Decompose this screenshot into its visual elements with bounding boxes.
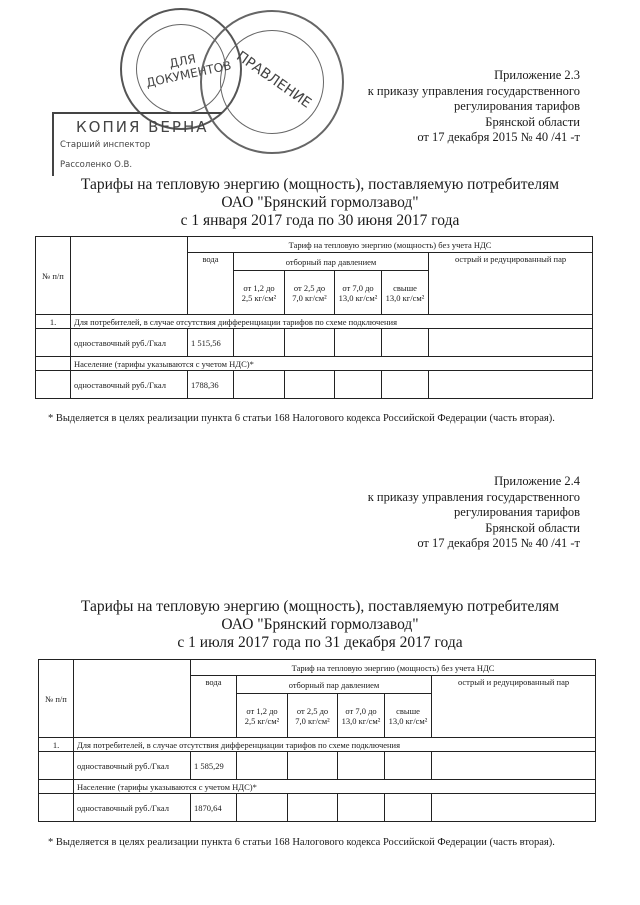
- header-blank: [71, 237, 188, 315]
- header-num: № п/п: [36, 237, 71, 315]
- header-sharp: острый и редуцированный пар: [429, 253, 593, 315]
- annex-line: Приложение 2.4: [494, 474, 580, 488]
- header-steam: отборный пар давлением: [237, 676, 432, 694]
- row-consumers: Для потребителей, в случае отсутствия дифференциации тарифов по схеме подключения: [71, 315, 593, 329]
- annex-line: к приказу управления государственного: [367, 489, 580, 504]
- title-line: Тарифы на тепловую энергию (мощность), поставляемую потребителям: [80, 598, 560, 615]
- header-sharp: острый и редуцированный пар: [432, 676, 596, 738]
- annex-line: Приложение 2.3: [494, 68, 580, 82]
- header-blank: [74, 660, 191, 738]
- table-row: [36, 371, 593, 399]
- header-num: № п/п: [39, 660, 74, 738]
- table-row: [39, 794, 596, 822]
- footnote-2: * Выделяется в целях реализации пункта 6 статьи 168 Налогового кодекса Российской Федерации (часть вторая).: [48, 837, 555, 848]
- copy-stamp-line2: Рассоленко О.В.: [60, 160, 133, 170]
- header-water: вода: [188, 253, 234, 315]
- title-line: с 1 января 2017 года по 30 июня 2017 года: [180, 212, 460, 229]
- header-pressure-1: от 1,2 до 2,5 кг/см²: [237, 694, 288, 738]
- annex-line: Брянской области: [485, 520, 580, 535]
- footnote-1: * Выделяется в целях реализации пункта 6 статьи 168 Налогового кодекса Российской Федерации (часть вторая).: [48, 413, 555, 424]
- rate-value: 1 515,56: [188, 329, 234, 357]
- annex-block-1: [368, 68, 580, 146]
- annex-line: регулирования тарифов: [454, 99, 580, 113]
- rate-value: 1788,36: [188, 371, 234, 399]
- header-pressure-3: от 7,0 до 13,0 кг/см²: [335, 271, 382, 315]
- annex-line: к приказу управления государственного: [367, 83, 580, 98]
- rate-value: 1 585,29: [191, 752, 237, 780]
- title-block-2: [0, 598, 640, 652]
- rate-label: одноставочный руб./Гкал: [71, 329, 188, 357]
- row-population: Население (тарифы указываются с учетом НДС)*: [71, 357, 593, 371]
- round-stamp-board-text: ПРАВЛЕНИЕ: [233, 48, 315, 112]
- title-line: ОАО "Брянский гормолзавод": [221, 194, 419, 211]
- round-stamp-documents-text: ДЛЯ ДОКУМЕНТОВ: [144, 51, 233, 91]
- rate-value: 1870,64: [191, 794, 237, 822]
- rate-label: одноставочный руб./Гкал: [71, 371, 188, 399]
- rate-label: одноставочный руб./Гкал: [74, 752, 191, 780]
- title-line: с 1 июля 2017 года по 31 декабря 2017 года: [177, 634, 463, 651]
- header-pressure-2: от 2,5 до 7,0 кг/см²: [285, 271, 335, 315]
- title-line: Тарифы на тепловую энергию (мощность), поставляемую потребителям: [80, 176, 560, 193]
- header-pressure-4: свыше 13,0 кг/см²: [382, 271, 429, 315]
- header-pressure-3: от 7,0 до 13,0 кг/см²: [338, 694, 385, 738]
- annex-line: Брянской области: [485, 114, 580, 129]
- annex-line: от 17 декабря 2015 № 40 /41 -т: [417, 130, 580, 144]
- header-water: вода: [191, 676, 237, 738]
- row-num: 1.: [36, 315, 71, 329]
- table-row: [39, 752, 596, 780]
- copy-stamp-line1: Старший инспектор: [60, 140, 151, 150]
- title-line: ОАО "Брянский гормолзавод": [221, 616, 419, 633]
- copy-stamp: [52, 112, 222, 176]
- copy-stamp-title: КОПИЯ ВЕРНА: [76, 118, 209, 136]
- header-pressure-2: от 2,5 до 7,0 кг/см²: [288, 694, 338, 738]
- annex-line: от 17 декабря 2015 № 40 /41 -т: [417, 536, 580, 550]
- tariff-table-2: [38, 659, 596, 822]
- header-group: Тариф на тепловую энергию (мощность) без учета НДС: [191, 660, 596, 676]
- table-row: [36, 329, 593, 357]
- row-population: Население (тарифы указываются с учетом НДС)*: [74, 780, 596, 794]
- header-pressure-1: от 1,2 до 2,5 кг/см²: [234, 271, 285, 315]
- header-group: Тариф на тепловую энергию (мощность) без учета НДС: [188, 237, 593, 253]
- row-num: 1.: [39, 738, 74, 752]
- annex-line: регулирования тарифов: [454, 505, 580, 519]
- title-block-1: [0, 176, 640, 230]
- annex-block-2: [368, 474, 580, 552]
- rate-label: одноставочный руб./Гкал: [74, 794, 191, 822]
- header-pressure-4: свыше 13,0 кг/см²: [385, 694, 432, 738]
- header-steam: отборный пар давлением: [234, 253, 429, 271]
- row-consumers: Для потребителей, в случае отсутствия дифференциации тарифов по схеме подключения: [74, 738, 596, 752]
- tariff-table-1: [35, 236, 593, 399]
